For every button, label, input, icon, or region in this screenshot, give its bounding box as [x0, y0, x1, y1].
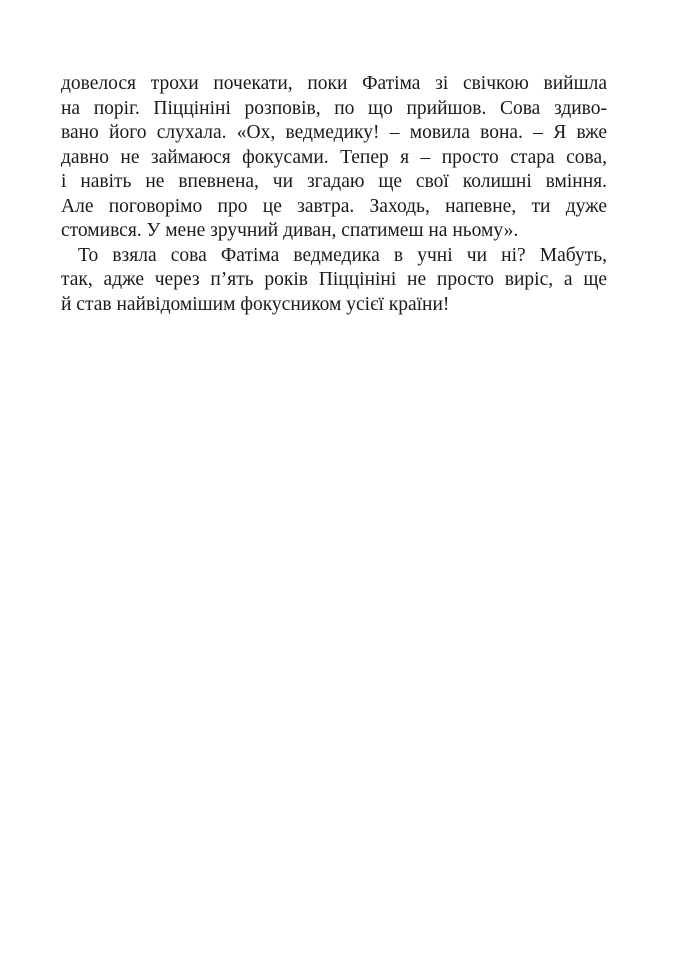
text-line: давно не займаюся фокусами. Тепер я – просто стара сова,: [61, 146, 607, 168]
text-line: й став найвідомішим фокусником усієї країни!: [61, 293, 450, 315]
paragraph: [61, 72, 607, 244]
text-line: на поріг. Піццініні розповів, по що прийшов. Сова здиво-: [61, 97, 607, 119]
text-line: стомився. У мене зручний диван, спатимеш на ньому».: [61, 220, 519, 241]
text-line: вано його слухала. «Ох, ведмедику! – мовила вона. – Я вже: [61, 122, 607, 143]
paragraph: [61, 244, 607, 318]
text-line: довелося трохи почекати, поки Фатіма зі свічкою вийшла: [61, 73, 607, 94]
text-line: То взяла сова Фатіма ведмедика в учні чи ні? Мабуть,: [78, 244, 607, 266]
body-text: [61, 72, 607, 317]
text-line: так, адже через п’ять років Піццініні не просто виріс, а ще: [61, 269, 607, 290]
text-line: Але поговорімо про це завтра. Заходь, напевне, ти дуже: [61, 195, 607, 217]
text-line: і навіть не впевнена, чи згадаю ще свої колишні вміння.: [61, 171, 607, 192]
